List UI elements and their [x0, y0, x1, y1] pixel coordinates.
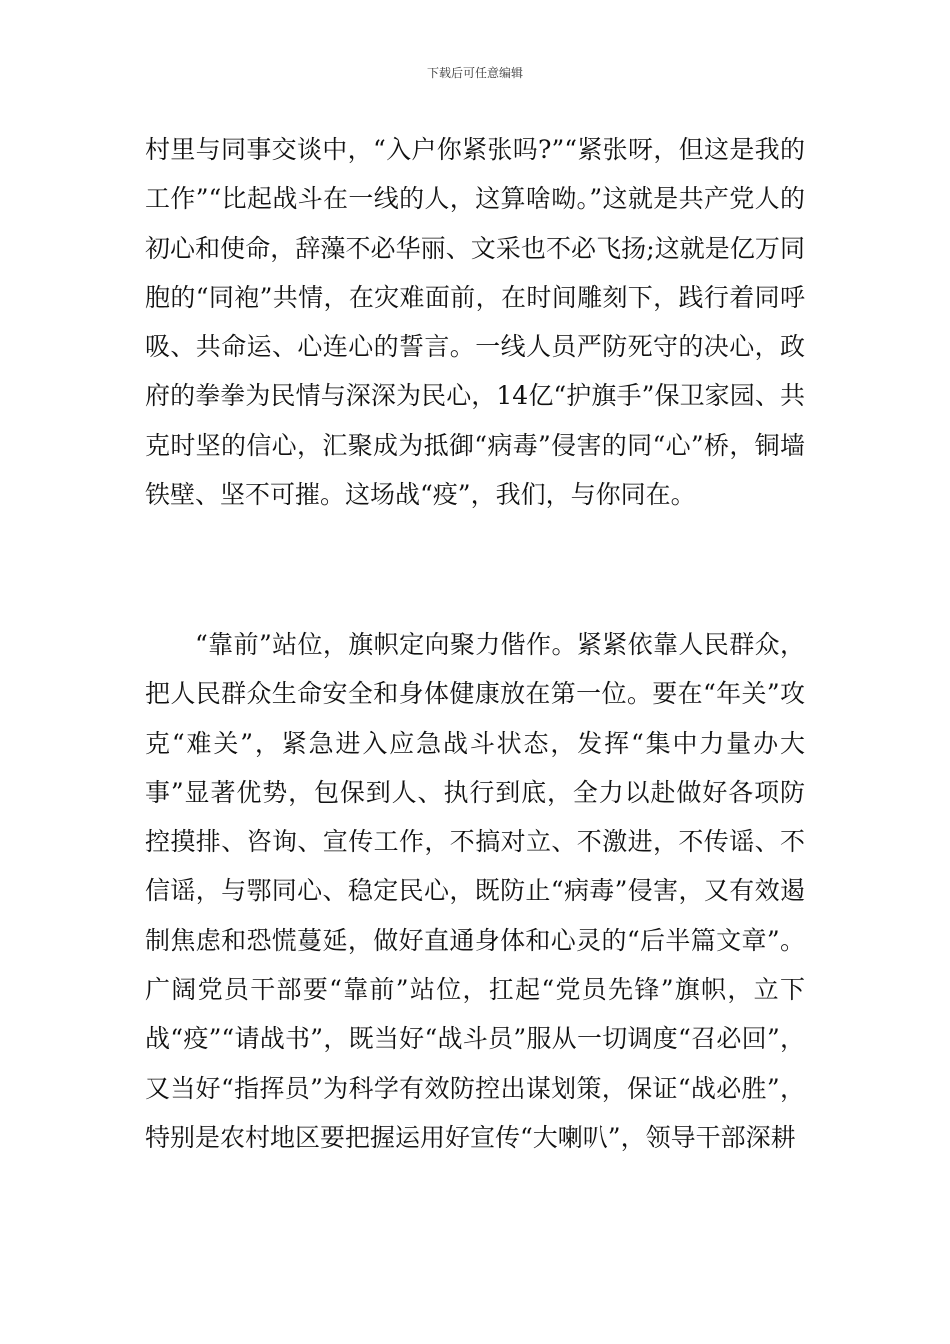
- paragraph-1: 村里与同事交谈中，“入户你紧张吗?”“紧张呀，但这是我的工作”“比起战斗在一线的人，这算啥呦。”这就是共产党人的初心和使命，辞藻不必华丽、文采也不必飞扬;这就是亿万同胞的“同袍”共情，在灾难面前，在时间雕刻下，践行着同呼吸、共命运、心连心的誓言。一线人员严防死守的决心，政府的拳拳为民情与深深为民心，14亿“护旗手”保卫家园、共克时坚的信心，汇聚成为抵御“病毒”侵害的同“心”桥，铜墙铁壁、坚不可摧。这场战“疫”，我们，与你同在。: [145, 135, 805, 510]
- paragraph-2: “靠前”站位，旗帜定向聚力偕作。紧紧依靠人民群众，把人民群众生命安全和身体健康放在第一位。要在“年关”攻克“难关”，紧急进入应急战斗状态，发挥“集中力量办大事”显著优势，包保到人、执行到底，全力以赴做好各项防控摸排、咨询、宣传工作，不搞对立、不激进，不传谣、不信谣，与鄂同心、稳定民心，既防止“病毒”侵害，又有效遏制焦虑和恐慌蔓延，做好直通身体和心灵的“后半篇文章”。广阔党员干部要“靠前”站位，扛起“党员先锋”旗帜，立下战“疫”“请战书”，既当好“战斗员”服从一切调度“召必回”，又当好“指挥员”为科学有效防控出谋划策，保证“战必胜”，特别是农村地区要把握运用好宣传“大喇叭”，领导干部深耕: [145, 630, 805, 1152]
- page-header: 下载后可任意编辑: [426, 66, 523, 80]
